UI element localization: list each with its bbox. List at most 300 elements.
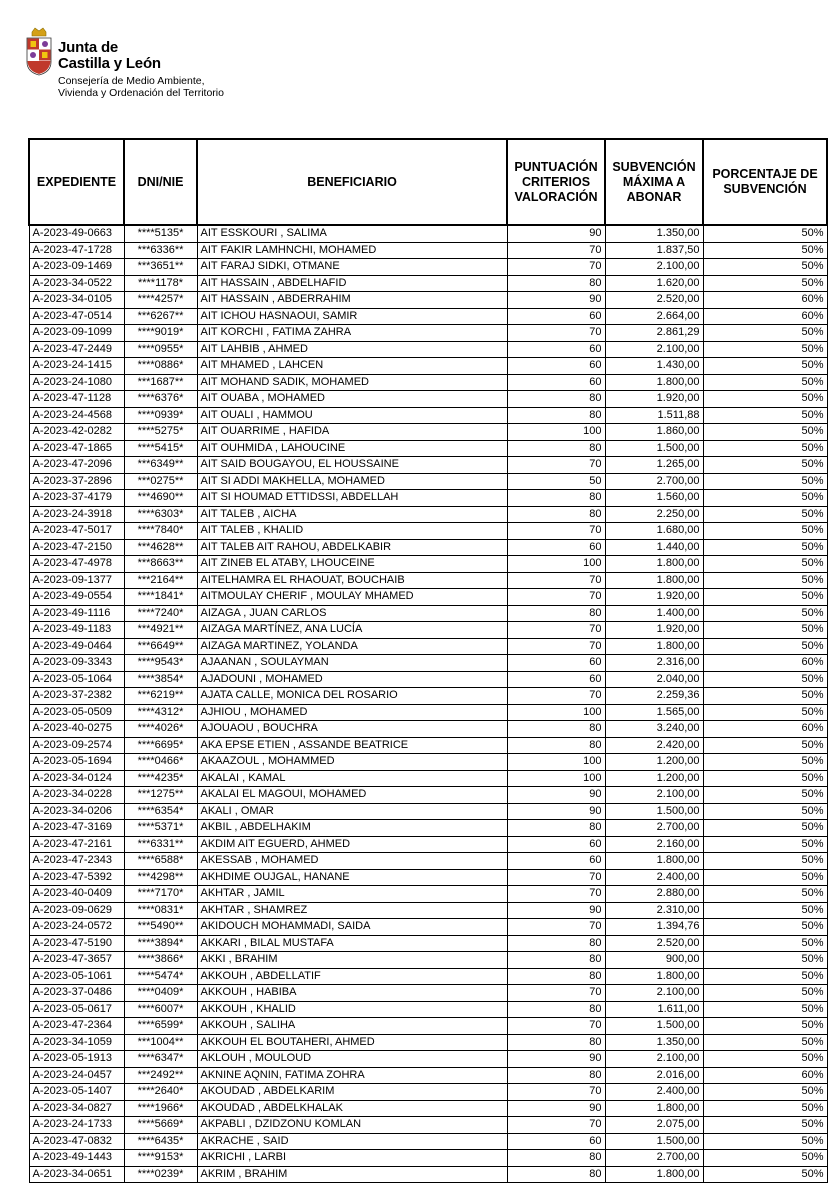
cell-porcentaje: 60% (703, 308, 827, 325)
cell-expediente: A-2023-09-1469 (29, 259, 124, 276)
cell-expediente: A-2023-47-1865 (29, 440, 124, 457)
cell-expediente: A-2023-37-4179 (29, 490, 124, 507)
table-row (29, 1001, 827, 1018)
cell-subvencion: 2.310,00 (605, 902, 703, 919)
cell-subvencion: 1.265,00 (605, 457, 703, 474)
table-row (29, 770, 827, 787)
cell-subvencion: 1.620,00 (605, 275, 703, 292)
cell-beneficiario: AKKARI , BILAL MUSTAFA (197, 935, 507, 952)
cell-puntuacion: 90 (507, 803, 605, 820)
cell-expediente: A-2023-47-1728 (29, 242, 124, 259)
cell-porcentaje: 50% (703, 1150, 827, 1167)
cell-beneficiario: AIT HASSAIN , ABDELHAFID (197, 275, 507, 292)
cell-expediente: A-2023-37-0486 (29, 985, 124, 1002)
cell-porcentaje: 50% (703, 671, 827, 688)
cell-porcentaje: 50% (703, 407, 827, 424)
cell-puntuacion: 70 (507, 325, 605, 342)
cell-puntuacion: 100 (507, 770, 605, 787)
cell-dni: ****0886* (124, 358, 197, 375)
cell-dni: ****6695* (124, 737, 197, 754)
cell-beneficiario: AIT MOHAND SADIK, MOHAMED (197, 374, 507, 391)
cell-porcentaje: 50% (703, 754, 827, 771)
cell-expediente: A-2023-05-1694 (29, 754, 124, 771)
cell-expediente: A-2023-09-1099 (29, 325, 124, 342)
cell-subvencion: 2.861,29 (605, 325, 703, 342)
cell-puntuacion: 90 (507, 902, 605, 919)
cell-expediente: A-2023-47-1128 (29, 391, 124, 408)
cell-beneficiario: AIT SAID BOUGAYOU, EL HOUSSAINE (197, 457, 507, 474)
cell-beneficiario: AIZAGA , JUAN CARLOS (197, 605, 507, 622)
cell-subvencion: 2.100,00 (605, 341, 703, 358)
cell-expediente: A-2023-09-0629 (29, 902, 124, 919)
cell-subvencion: 2.700,00 (605, 820, 703, 837)
cell-porcentaje: 50% (703, 1117, 827, 1134)
table-row (29, 225, 827, 242)
cell-beneficiario: AKRICHI , LARBI (197, 1150, 507, 1167)
cell-dni: ***3651** (124, 259, 197, 276)
cell-porcentaje: 50% (703, 523, 827, 540)
cell-puntuacion: 80 (507, 968, 605, 985)
cell-porcentaje: 50% (703, 1034, 827, 1051)
cell-subvencion: 1.800,00 (605, 638, 703, 655)
cell-beneficiario: AKHTAR , JAMIL (197, 886, 507, 903)
table-body (29, 225, 827, 1183)
table-header (29, 139, 827, 225)
cell-dni: ****4235* (124, 770, 197, 787)
cell-dni: ****6007* (124, 1001, 197, 1018)
table-row (29, 407, 827, 424)
cell-beneficiario: AIT LAHBIB , AHMED (197, 341, 507, 358)
cell-beneficiario: AKIDOUCH MOHAMMADI, SAIDA (197, 919, 507, 936)
cell-puntuacion: 60 (507, 308, 605, 325)
table-row (29, 622, 827, 639)
cell-expediente: A-2023-05-1064 (29, 671, 124, 688)
cell-expediente: A-2023-47-4978 (29, 556, 124, 573)
cell-porcentaje: 50% (703, 1051, 827, 1068)
cell-puntuacion: 80 (507, 440, 605, 457)
cell-puntuacion: 60 (507, 374, 605, 391)
cell-puntuacion: 90 (507, 292, 605, 309)
cell-porcentaje: 50% (703, 275, 827, 292)
cell-beneficiario: AIT HASSAIN , ABDERRAHIM (197, 292, 507, 309)
cell-expediente: A-2023-24-0457 (29, 1067, 124, 1084)
cell-dni: ****6303* (124, 506, 197, 523)
cell-puntuacion: 80 (507, 1150, 605, 1167)
cell-expediente: A-2023-47-3169 (29, 820, 124, 837)
cell-porcentaje: 50% (703, 473, 827, 490)
cell-subvencion: 2.160,00 (605, 836, 703, 853)
cell-expediente: A-2023-24-1733 (29, 1117, 124, 1134)
cell-subvencion: 1.800,00 (605, 1100, 703, 1117)
cell-puntuacion: 60 (507, 671, 605, 688)
cell-dni: ****5415* (124, 440, 197, 457)
cell-dni: ****7170* (124, 886, 197, 903)
cell-porcentaje: 50% (703, 572, 827, 589)
cell-beneficiario: AKESSAB , MOHAMED (197, 853, 507, 870)
table-row (29, 1133, 827, 1150)
cell-porcentaje: 50% (703, 869, 827, 886)
cell-subvencion: 1.440,00 (605, 539, 703, 556)
cell-subvencion: 900,00 (605, 952, 703, 969)
cell-expediente: A-2023-47-2343 (29, 853, 124, 870)
cell-puntuacion: 80 (507, 721, 605, 738)
cell-subvencion: 1.200,00 (605, 754, 703, 771)
cell-porcentaje: 50% (703, 853, 827, 870)
cell-expediente: A-2023-47-5392 (29, 869, 124, 886)
cell-puntuacion: 60 (507, 539, 605, 556)
cell-puntuacion: 80 (507, 1067, 605, 1084)
cell-puntuacion: 60 (507, 1133, 605, 1150)
cell-subvencion: 2.664,00 (605, 308, 703, 325)
cell-beneficiario: AIT ZINEB EL ATABY, LHOUCEINE (197, 556, 507, 573)
cell-expediente: A-2023-34-0651 (29, 1166, 124, 1183)
cell-expediente: A-2023-24-1415 (29, 358, 124, 375)
cell-dni: ****2640* (124, 1084, 197, 1101)
cell-dni: ***5490** (124, 919, 197, 936)
cell-dni: ****0955* (124, 341, 197, 358)
cell-beneficiario: AKKOUH EL BOUTAHERI, AHMED (197, 1034, 507, 1051)
cell-puntuacion: 70 (507, 985, 605, 1002)
cell-dni: ****4312* (124, 704, 197, 721)
cell-beneficiario: AKOUDAD , ABDELKHALAK (197, 1100, 507, 1117)
cell-beneficiario: AKLOUH , MOULOUD (197, 1051, 507, 1068)
table-row (29, 968, 827, 985)
table-row (29, 886, 827, 903)
table-row (29, 374, 827, 391)
table-row (29, 869, 827, 886)
cell-subvencion: 1.920,00 (605, 391, 703, 408)
table-row (29, 688, 827, 705)
cell-expediente: A-2023-34-1059 (29, 1034, 124, 1051)
cell-porcentaje: 50% (703, 225, 827, 242)
table-row (29, 787, 827, 804)
table-row (29, 490, 827, 507)
cell-puntuacion: 70 (507, 638, 605, 655)
cell-beneficiario: AIZAGA MARTÍNEZ, ANA LUCÍA (197, 622, 507, 639)
cell-dni: ***8663** (124, 556, 197, 573)
cell-porcentaje: 50% (703, 704, 827, 721)
cell-dni: ****4026* (124, 721, 197, 738)
cell-puntuacion: 70 (507, 259, 605, 276)
table-row (29, 1018, 827, 1035)
cell-subvencion: 1.800,00 (605, 968, 703, 985)
cell-beneficiario: AJADOUNI , MOHAMED (197, 671, 507, 688)
cell-dni: ***6336** (124, 242, 197, 259)
cell-porcentaje: 60% (703, 292, 827, 309)
cell-beneficiario: AIT TALEB , AICHA (197, 506, 507, 523)
table-row (29, 820, 827, 837)
cell-subvencion: 1.860,00 (605, 424, 703, 441)
cell-beneficiario: AIT ESSKOURI , SALIMA (197, 225, 507, 242)
cell-dni: ***1004** (124, 1034, 197, 1051)
cell-expediente: A-2023-24-0572 (29, 919, 124, 936)
cell-dni: ****5474* (124, 968, 197, 985)
table-row (29, 556, 827, 573)
cell-subvencion: 1.800,00 (605, 374, 703, 391)
column-header-porcentaje: PORCENTAJE DE SUBVENCIÓN (703, 139, 827, 225)
cell-beneficiario: AKALAI , KAMAL (197, 770, 507, 787)
cell-subvencion: 1.800,00 (605, 572, 703, 589)
cell-beneficiario: AKKOUH , SALIHA (197, 1018, 507, 1035)
cell-subvencion: 2.250,00 (605, 506, 703, 523)
cell-puntuacion: 80 (507, 1166, 605, 1183)
cell-puntuacion: 70 (507, 1018, 605, 1035)
cell-puntuacion: 70 (507, 242, 605, 259)
cell-puntuacion: 50 (507, 473, 605, 490)
cell-dni: ****3854* (124, 671, 197, 688)
cell-dni: ***4921** (124, 622, 197, 639)
cell-porcentaje: 60% (703, 1067, 827, 1084)
table-row (29, 473, 827, 490)
table-row (29, 1150, 827, 1167)
cell-expediente: A-2023-05-1913 (29, 1051, 124, 1068)
cell-beneficiario: AIT SI ADDI MAKHELLA, MOHAMED (197, 473, 507, 490)
cell-dni: ***6267** (124, 308, 197, 325)
cell-porcentaje: 50% (703, 1084, 827, 1101)
cell-subvencion: 2.700,00 (605, 473, 703, 490)
table-row (29, 902, 827, 919)
cell-dni: ****1966* (124, 1100, 197, 1117)
cell-dni: ****6435* (124, 1133, 197, 1150)
cell-subvencion: 1.350,00 (605, 1034, 703, 1051)
cell-dni: ***6331** (124, 836, 197, 853)
cell-puntuacion: 60 (507, 836, 605, 853)
cell-subvencion: 2.259,36 (605, 688, 703, 705)
cell-porcentaje: 50% (703, 374, 827, 391)
cell-porcentaje: 50% (703, 556, 827, 573)
cell-beneficiario: AKDIM AIT EGUERD, AHMED (197, 836, 507, 853)
cell-puntuacion: 70 (507, 1084, 605, 1101)
cell-porcentaje: 50% (703, 490, 827, 507)
table-row (29, 572, 827, 589)
table-row (29, 836, 827, 853)
table-row (29, 754, 827, 771)
table-row (29, 1051, 827, 1068)
cell-porcentaje: 60% (703, 721, 827, 738)
cell-beneficiario: AIT OUARRIME , HAFIDA (197, 424, 507, 441)
table-row (29, 424, 827, 441)
cell-subvencion: 2.100,00 (605, 985, 703, 1002)
column-header-subvencion: SUBVENCIÓN MÁXIMA A ABONAR (605, 139, 703, 225)
cell-puntuacion: 70 (507, 869, 605, 886)
cell-expediente: A-2023-05-0617 (29, 1001, 124, 1018)
cell-puntuacion: 60 (507, 358, 605, 375)
cell-beneficiario: AITMOULAY CHERIF , MOULAY MHAMED (197, 589, 507, 606)
cell-subvencion: 1.560,00 (605, 490, 703, 507)
cell-dni: ****6376* (124, 391, 197, 408)
cell-porcentaje: 50% (703, 787, 827, 804)
cell-beneficiario: AIT FARAJ SIDKI, OTMANE (197, 259, 507, 276)
cell-porcentaje: 50% (703, 622, 827, 639)
cell-puntuacion: 80 (507, 935, 605, 952)
cell-expediente: A-2023-24-1080 (29, 374, 124, 391)
cell-porcentaje: 50% (703, 506, 827, 523)
cell-porcentaje: 50% (703, 1018, 827, 1035)
cell-puntuacion: 100 (507, 704, 605, 721)
cell-subvencion: 1.800,00 (605, 556, 703, 573)
cell-expediente: A-2023-47-0832 (29, 1133, 124, 1150)
cell-subvencion: 1.500,00 (605, 440, 703, 457)
cell-porcentaje: 50% (703, 424, 827, 441)
table-row (29, 1084, 827, 1101)
org-name-line-1: Junta de (58, 39, 119, 56)
cell-puntuacion: 100 (507, 754, 605, 771)
cell-porcentaje: 50% (703, 886, 827, 903)
cell-dni: ****3894* (124, 935, 197, 952)
cell-porcentaje: 50% (703, 820, 827, 837)
cell-puntuacion: 80 (507, 506, 605, 523)
cell-beneficiario: AIT SI HOUMAD ETTIDSSI, ABDELLAH (197, 490, 507, 507)
cell-dni: ****0239* (124, 1166, 197, 1183)
cell-expediente: A-2023-49-0663 (29, 225, 124, 242)
cell-expediente: A-2023-09-3343 (29, 655, 124, 672)
cell-expediente: A-2023-47-5017 (29, 523, 124, 540)
cell-subvencion: 2.100,00 (605, 787, 703, 804)
cell-beneficiario: AKHTAR , SHAMREZ (197, 902, 507, 919)
cell-porcentaje: 50% (703, 737, 827, 754)
coat-of-arms-icon (24, 28, 54, 76)
cell-expediente: A-2023-47-2150 (29, 539, 124, 556)
cell-expediente: A-2023-47-2449 (29, 341, 124, 358)
cell-porcentaje: 50% (703, 259, 827, 276)
cell-subvencion: 1.565,00 (605, 704, 703, 721)
cell-beneficiario: AJATA CALLE, MONICA DEL ROSARIO (197, 688, 507, 705)
cell-beneficiario: AIT ICHOU HASNAOUI, SAMIR (197, 308, 507, 325)
cell-dni: ****0831* (124, 902, 197, 919)
cell-beneficiario: AIT KORCHI , FATIMA ZAHRA (197, 325, 507, 342)
cell-dni: ****1178* (124, 275, 197, 292)
cell-porcentaje: 50% (703, 358, 827, 375)
cell-puntuacion: 100 (507, 424, 605, 441)
table-row (29, 952, 827, 969)
table-row (29, 919, 827, 936)
cell-beneficiario: AKALAI EL MAGOUI, MOHAMED (197, 787, 507, 804)
cell-puntuacion: 90 (507, 787, 605, 804)
table-row (29, 523, 827, 540)
cell-porcentaje: 50% (703, 1001, 827, 1018)
cell-subvencion: 1.500,00 (605, 803, 703, 820)
cell-puntuacion: 70 (507, 589, 605, 606)
cell-subvencion: 1.511,88 (605, 407, 703, 424)
cell-subvencion: 2.100,00 (605, 1051, 703, 1068)
cell-subvencion: 1.400,00 (605, 605, 703, 622)
cell-subvencion: 1.920,00 (605, 589, 703, 606)
cell-porcentaje: 60% (703, 655, 827, 672)
cell-expediente: A-2023-37-2896 (29, 473, 124, 490)
cell-expediente: A-2023-49-1116 (29, 605, 124, 622)
cell-expediente: A-2023-47-2364 (29, 1018, 124, 1035)
cell-porcentaje: 50% (703, 539, 827, 556)
beneficiaries-table-wrapper (28, 138, 824, 1183)
table-row (29, 671, 827, 688)
cell-subvencion: 2.700,00 (605, 1150, 703, 1167)
table-row (29, 1166, 827, 1183)
cell-puntuacion: 80 (507, 737, 605, 754)
cell-expediente: A-2023-49-1443 (29, 1150, 124, 1167)
cell-puntuacion: 60 (507, 853, 605, 870)
cell-expediente: A-2023-40-0409 (29, 886, 124, 903)
cell-dni: ****9543* (124, 655, 197, 672)
cell-expediente: A-2023-34-0228 (29, 787, 124, 804)
cell-beneficiario: AITELHAMRA EL RHAOUAT, BOUCHAIB (197, 572, 507, 589)
cell-dni: ****9019* (124, 325, 197, 342)
cell-porcentaje: 50% (703, 770, 827, 787)
cell-puntuacion: 100 (507, 556, 605, 573)
cell-dni: ***2164** (124, 572, 197, 589)
table-row (29, 589, 827, 606)
table-row (29, 275, 827, 292)
table-row (29, 506, 827, 523)
cell-subvencion: 2.016,00 (605, 1067, 703, 1084)
cell-expediente: A-2023-34-0105 (29, 292, 124, 309)
organization-name (58, 40, 224, 99)
department-line-1: Consejería de Medio Ambiente, (58, 75, 205, 87)
cell-expediente: A-2023-09-2574 (29, 737, 124, 754)
cell-subvencion: 1.800,00 (605, 1166, 703, 1183)
cell-subvencion: 1.611,00 (605, 1001, 703, 1018)
cell-dni: ****4257* (124, 292, 197, 309)
cell-dni: ****5275* (124, 424, 197, 441)
table-row (29, 985, 827, 1002)
cell-porcentaje: 50% (703, 902, 827, 919)
cell-subvencion: 1.920,00 (605, 622, 703, 639)
cell-puntuacion: 70 (507, 572, 605, 589)
cell-dni: ***1275** (124, 787, 197, 804)
cell-dni: ****5371* (124, 820, 197, 837)
table-row (29, 341, 827, 358)
cell-expediente: A-2023-34-0827 (29, 1100, 124, 1117)
cell-expediente: A-2023-05-1061 (29, 968, 124, 985)
cell-puntuacion: 70 (507, 622, 605, 639)
table-row (29, 325, 827, 342)
header-row (29, 139, 827, 225)
cell-subvencion: 1.430,00 (605, 358, 703, 375)
cell-dni: ****6588* (124, 853, 197, 870)
cell-expediente: A-2023-24-3918 (29, 506, 124, 523)
cell-porcentaje: 50% (703, 985, 827, 1002)
cell-puntuacion: 80 (507, 407, 605, 424)
cell-porcentaje: 50% (703, 1133, 827, 1150)
cell-porcentaje: 50% (703, 1100, 827, 1117)
table-row (29, 638, 827, 655)
table-row (29, 1117, 827, 1134)
cell-beneficiario: AKALI , OMAR (197, 803, 507, 820)
beneficiaries-table (28, 138, 828, 1183)
cell-expediente: A-2023-49-0554 (29, 589, 124, 606)
cell-beneficiario: AKKOUH , KHALID (197, 1001, 507, 1018)
cell-dni: ****7840* (124, 523, 197, 540)
cell-dni: ***6219** (124, 688, 197, 705)
cell-expediente: A-2023-49-1183 (29, 622, 124, 639)
cell-porcentaje: 50% (703, 836, 827, 853)
cell-puntuacion: 80 (507, 1034, 605, 1051)
cell-dni: ****5135* (124, 225, 197, 242)
cell-subvencion: 1.394,76 (605, 919, 703, 936)
cell-porcentaje: 50% (703, 589, 827, 606)
cell-puntuacion: 60 (507, 655, 605, 672)
table-row (29, 721, 827, 738)
cell-porcentaje: 50% (703, 457, 827, 474)
table-row (29, 935, 827, 952)
cell-beneficiario: AIT OUALI , HAMMOU (197, 407, 507, 424)
cell-expediente: A-2023-40-0275 (29, 721, 124, 738)
cell-beneficiario: AIT OUABA , MOHAMED (197, 391, 507, 408)
cell-puntuacion: 80 (507, 605, 605, 622)
cell-dni: ***4628** (124, 539, 197, 556)
column-header-puntuacion: PUNTUACIÓN CRITERIOS VALORACIÓN (507, 139, 605, 225)
cell-porcentaje: 50% (703, 688, 827, 705)
table-row (29, 292, 827, 309)
